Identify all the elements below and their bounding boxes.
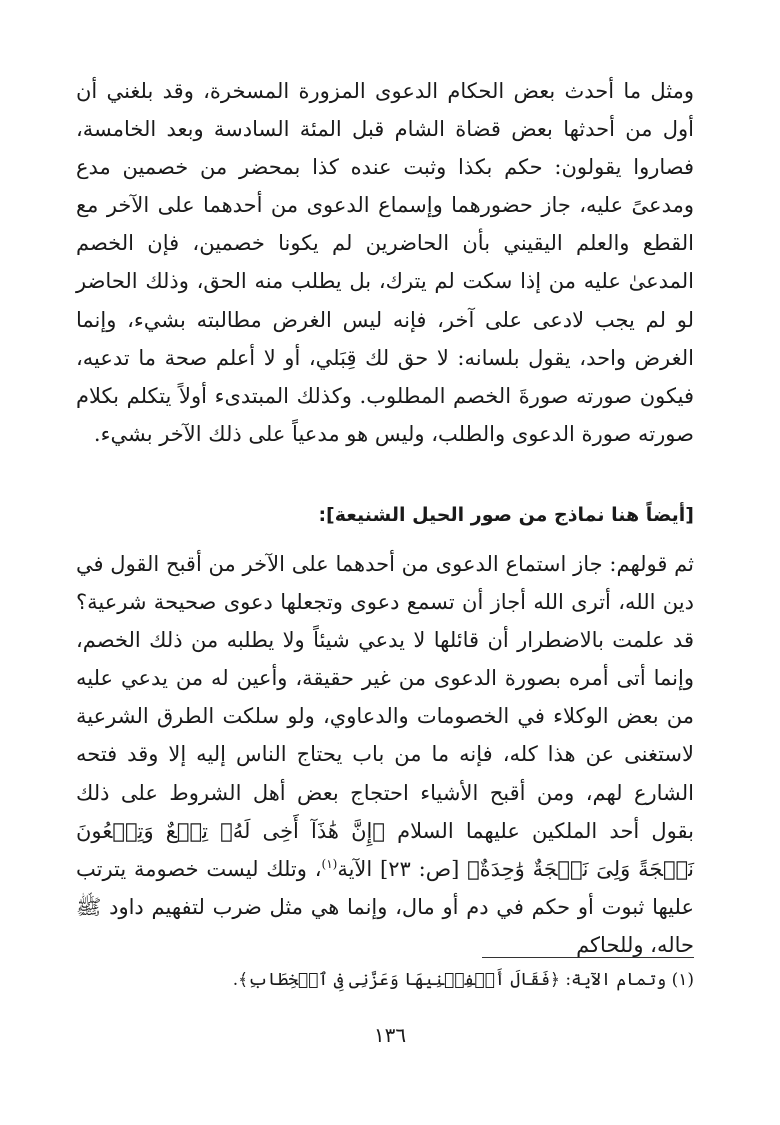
footnote: (١) وتمام الآية: ﴿فَقَالَ أَكۡفِلۡنِيهَا وَعَزَّنِى فِى ٱلۡخِطَابِ﴾. (232, 970, 694, 990)
paragraph-1: ومثل ما أحدث بعض الحكام الدعوى المزورة المسخرة، وقد بلغني أن أول من أحدثها بعض قضاة الشام قبل المئة السادسة وبعد الخامسة، فصاروا يقولون: حكم بكذا وثبت عنده كذا بمحضر من خصمين مدع ومدعىً عليه، جاز حضورهما وإسماع الدعوى من أحدهما على الآخر مع القطع والعلم اليقيني بأن الحاضرين لم يكونا خصمين، فإن الخصم المدعىٰ عليه من إذا سكت لم يترك، بل يطلب منه الحق، وذلك الحاضر لو لم يجب لادعى على آخر، فإنه ليس الغرض مطالبته بشيء، وإنما الغرض واحد، يقول بلسانه: لا حق لك قِبَلي، أو لا أعلم صحة ما تدعيه، فيكون صورته صورةَ الخصم المطلوب. وكذلك المبتدىء أولاً يتكلم بكلام صورته صورة الدعوى والطلب، وليس هو مدعياً على ذلك الآخر بشيء. (76, 79, 694, 446)
footnote-separator (482, 957, 694, 958)
paragraph-1-container (76, 72, 694, 453)
footnote-reference: (١) (321, 856, 338, 871)
paragraph-2-container (76, 545, 694, 964)
section-heading: [أيضاً هنا نماذج من صور الحيل الشنيعة]: (318, 504, 694, 526)
paragraph-2 (76, 545, 694, 964)
page-number: ١٣٦ (373, 1023, 407, 1047)
paragraph-2-text-b: ، وتلك ليست خصومة يترتب عليها ثبوت أو حكم في دم أو مال، وإنما هي مثل ضرب لتفهيم داود ﷺ حاله، وللحاكم (76, 856, 694, 957)
paragraph-2-text-a: ثم قولهم: جاز استماع الدعوى من أحدهما على الآخر من أقبح القول في دين الله، أترى الله أجاز أن تسمع دعوى وتجعلها دعوى صحيحة شرعية؟ قد علمت بالاضطرار أن قائلها لا يدعي شيئاً ولا يطلبه من ذلك الخصم، وإنما أتى أمره بصورة الدعوى من غير حقيقة، وأعين له من يدعي عليه من بعض الوكلاء في الخصومات والدعاوي، ولو سلكت الطرق الشرعية لاستغنى عن هذا كله، فإنه ما من باب يحتاج الناس إليه إلا وقد فتحه الشارع لهم، ومن أقبح الأشياء احتجاج بعض أهل الشروط على ذلك بقول أحد الملكين عليهما السلام ﴿إِنَّ هَٰذَآ أَخِى لَهُۥ تِسۡعٌ وَتِسۡعُونَ نَعۡجَةً وَلِىَ نَعۡجَةٌ وَٰحِدَةٌ﴾ [ص: ٢٣] الآية (76, 552, 694, 881)
